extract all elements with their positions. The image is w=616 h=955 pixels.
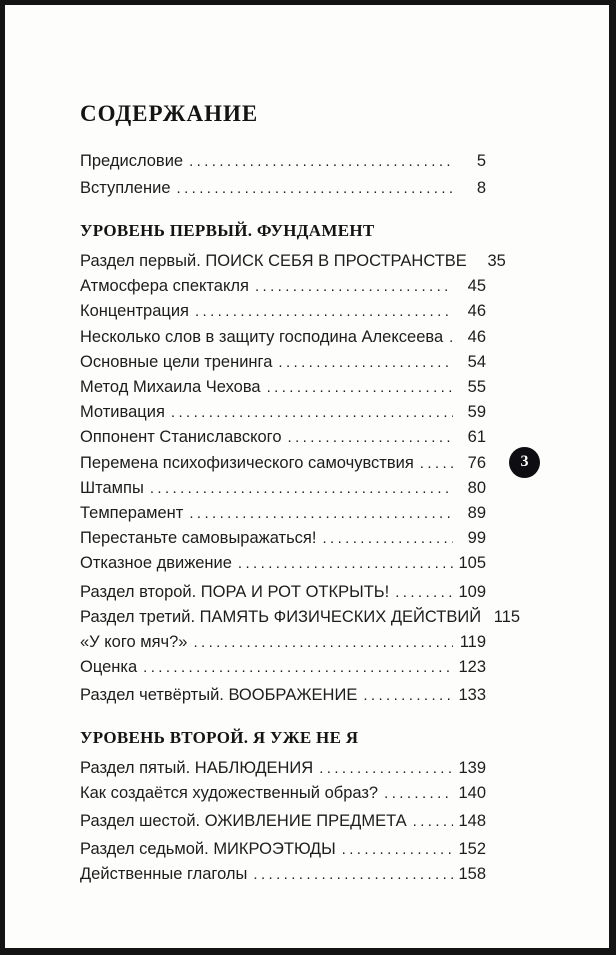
toc-entry-label: Перемена психофизического самочувствия bbox=[80, 453, 414, 472]
toc-entry bbox=[80, 501, 486, 526]
toc-entry-label: Раздел второй. ПОРА И РОТ ОТКРЫТЬ! bbox=[80, 582, 390, 601]
toc-entry-label: Раздел пятый. НАБЛЮДЕНИЯ bbox=[80, 758, 314, 777]
toc-entry bbox=[80, 837, 486, 862]
dot-leader bbox=[177, 175, 454, 202]
toc-entry bbox=[80, 350, 486, 375]
toc-entry-page-number: 46 bbox=[467, 327, 486, 346]
toc-entry bbox=[80, 756, 486, 781]
toc-entry-page-number: 76 bbox=[467, 453, 486, 472]
toc-entry-page-number: 8 bbox=[476, 179, 486, 197]
toc-section bbox=[80, 148, 486, 202]
page-number: 3 bbox=[520, 453, 529, 470]
dot-leader bbox=[342, 838, 453, 862]
toc-entry bbox=[80, 148, 486, 175]
toc-section bbox=[80, 725, 486, 888]
dot-leader bbox=[278, 351, 453, 375]
toc-entry bbox=[80, 299, 486, 324]
toc-entry bbox=[80, 630, 486, 655]
dot-leader bbox=[267, 376, 453, 400]
toc-entry-page-number: 46 bbox=[467, 302, 486, 321]
toc-entry-label: Темперамент bbox=[80, 504, 184, 523]
dot-leader bbox=[449, 326, 453, 350]
toc-entry-page-number: 140 bbox=[458, 783, 486, 802]
toc-entry bbox=[80, 605, 521, 630]
dot-leader bbox=[253, 863, 453, 887]
toc-entry-label: Отказное движение bbox=[80, 554, 232, 573]
toc-entry bbox=[80, 809, 486, 834]
toc-entry-label: Раздел четвёртый. ВООБРАЖЕНИЕ bbox=[80, 686, 358, 705]
toc-entry-label: Основные цели тренинга bbox=[80, 352, 273, 371]
toc-entry-label: «У кого мяч?» bbox=[80, 633, 188, 652]
dot-leader bbox=[143, 656, 453, 680]
toc-entry-page-number: 5 bbox=[476, 152, 486, 170]
toc-entry-page-number: 133 bbox=[458, 686, 486, 705]
toc-entry bbox=[80, 175, 486, 202]
page-number-badge bbox=[509, 447, 540, 478]
toc-entry-label: Оппонент Станиславского bbox=[80, 428, 282, 447]
toc-entry-label: Несколько слов в защиту господина Алексеева bbox=[80, 327, 444, 346]
toc-entry-page-number: 35 bbox=[487, 252, 506, 270]
toc-entry-page-number: 99 bbox=[467, 529, 486, 548]
toc-section-heading: УРОВЕНЬ ВТОРОЙ. Я УЖЕ НЕ Я bbox=[80, 727, 359, 747]
toc-entry-label: Раздел третий. ПАМЯТЬ ФИЗИЧЕСКИХ ДЕЙСТВИЙ bbox=[80, 607, 482, 626]
toc-entry-label: Штампы bbox=[80, 478, 144, 497]
toc-entry-label: Концентрация bbox=[80, 302, 189, 321]
dot-leader bbox=[288, 426, 453, 450]
dot-leader bbox=[384, 782, 453, 806]
toc-entry bbox=[80, 476, 486, 501]
page-title: СОДЕРЖАНИЕ bbox=[80, 101, 259, 126]
dot-leader bbox=[189, 148, 453, 175]
toc-entry-label: Оценка bbox=[80, 658, 138, 677]
toc bbox=[80, 148, 521, 888]
dot-leader bbox=[193, 631, 453, 655]
toc-entry-page-number: 45 bbox=[467, 277, 486, 296]
toc-entry-label: Раздел шестой. ОЖИВЛЕНИЕ ПРЕДМЕТА bbox=[80, 812, 407, 831]
toc-entry-page-number: 139 bbox=[458, 758, 486, 777]
dot-leader bbox=[150, 477, 453, 501]
dot-leader bbox=[413, 810, 453, 834]
toc-entry-page-number: 55 bbox=[467, 378, 486, 397]
toc-entry bbox=[80, 425, 486, 450]
toc-entry bbox=[80, 325, 486, 350]
toc-entry-label: Предисловие bbox=[80, 152, 184, 170]
dot-leader bbox=[255, 275, 453, 299]
toc-entry bbox=[80, 375, 486, 400]
toc-entry bbox=[80, 249, 506, 274]
toc-entry-page-number: 148 bbox=[458, 812, 486, 831]
dot-leader bbox=[238, 552, 453, 576]
toc-entry-label: Метод Михаила Чехова bbox=[80, 378, 261, 397]
toc-entry bbox=[80, 862, 486, 887]
toc-entry-label: Перестаньте самовыражаться! bbox=[80, 529, 317, 548]
toc-entry bbox=[80, 551, 486, 576]
toc-entry-label: Как создаётся художественный образ? bbox=[80, 783, 379, 802]
toc-entry bbox=[80, 781, 486, 806]
toc-entry-page-number: 123 bbox=[458, 658, 486, 677]
dot-leader bbox=[322, 527, 453, 551]
toc-entry-label: Раздел первый. ПОИСК СЕБЯ В ПРОСТРАНСТВЕ bbox=[80, 252, 467, 270]
toc-entry bbox=[80, 655, 486, 680]
dot-leader bbox=[171, 401, 453, 425]
toc-entry-label: Вступление bbox=[80, 179, 171, 197]
toc-entry-page-number: 115 bbox=[493, 607, 521, 626]
dot-leader bbox=[363, 684, 453, 708]
toc-entry-page-number: 89 bbox=[467, 504, 486, 523]
toc-entry bbox=[80, 580, 486, 605]
dot-leader bbox=[319, 757, 453, 781]
toc-entry-page-number: 80 bbox=[467, 478, 486, 497]
dot-leader bbox=[189, 502, 453, 526]
toc-entry-page-number: 54 bbox=[467, 352, 486, 371]
toc-entry-label: Мотивация bbox=[80, 403, 165, 422]
toc-entry-label: Действенные глаголы bbox=[80, 865, 248, 884]
toc-entry-label: Раздел седьмой. МИКРОЭТЮДЫ bbox=[80, 840, 336, 859]
toc-entry-page-number: 109 bbox=[458, 582, 486, 601]
toc-entry bbox=[80, 274, 486, 299]
toc-entry bbox=[80, 400, 486, 425]
toc-entry-page-number: 119 bbox=[459, 633, 486, 652]
dot-leader bbox=[395, 581, 453, 605]
toc-entry-page-number: 152 bbox=[458, 840, 486, 859]
toc-section-heading: УРОВЕНЬ ПЕРВЫЙ. ФУНДАМЕНТ bbox=[80, 221, 375, 240]
toc-entry-label: Атмосфера спектакля bbox=[80, 277, 249, 296]
toc-entry-page-number: 158 bbox=[458, 865, 486, 884]
toc-entry bbox=[80, 526, 486, 551]
toc-entry-page-number: 105 bbox=[458, 554, 486, 573]
toc-section bbox=[80, 218, 521, 709]
dot-leader bbox=[195, 300, 453, 324]
dot-leader bbox=[420, 452, 453, 476]
toc-entry bbox=[80, 683, 486, 708]
toc-entry-page-number: 59 bbox=[467, 403, 486, 422]
toc-entry bbox=[80, 451, 486, 476]
toc-entry-page-number: 61 bbox=[467, 428, 486, 447]
